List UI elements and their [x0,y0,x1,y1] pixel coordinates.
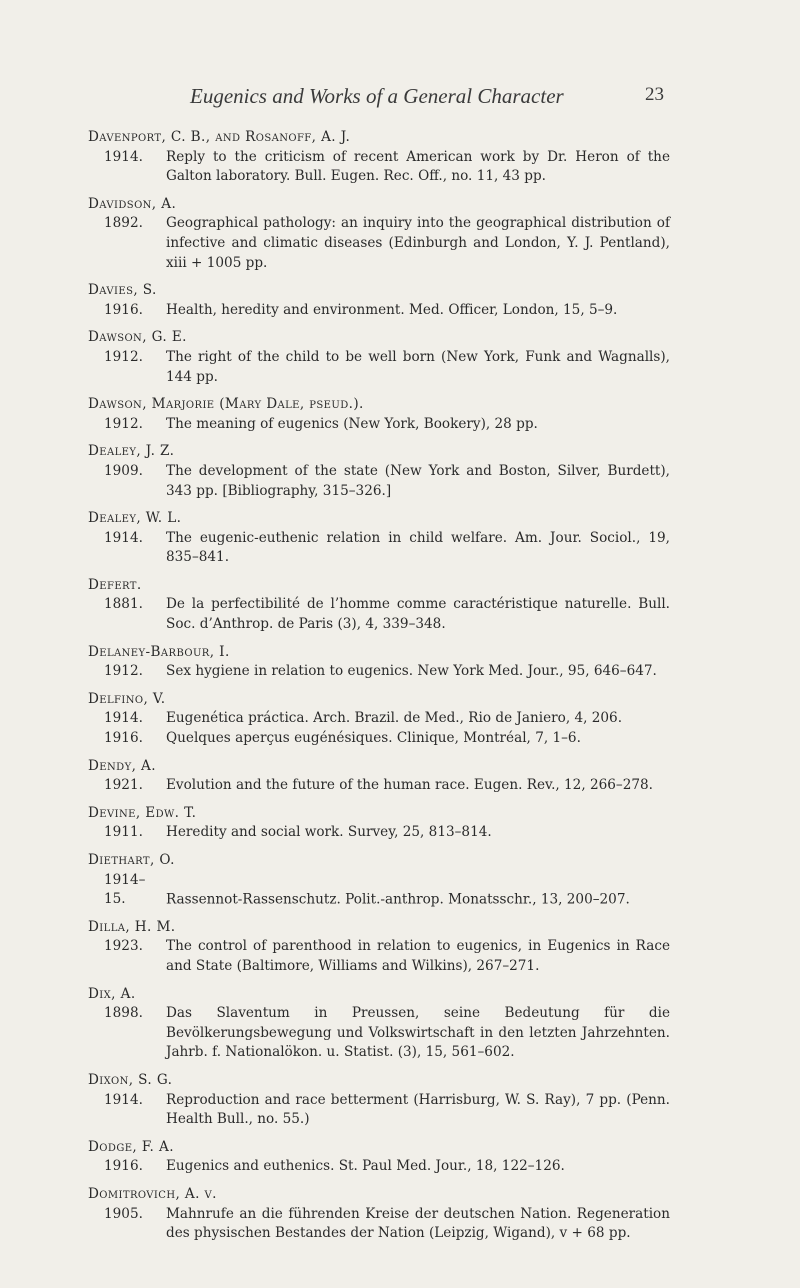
citation-text: Sex hygiene in relation to eugenics. New York Med. Jour., 95, 646–647. [166,663,657,680]
entry-author: Dealey, W. L. [88,510,182,527]
bibliography-entry [88,985,670,1063]
entry-author: Defert. [88,576,142,593]
entry-citation [104,776,670,796]
citation-text: Quelques aperçus eugénésiques. Clinique, Montréal, 7, 1–6. [166,730,581,747]
citation-text: Reply to the criticism of recent American work by Dr. Heron of the Galton laboratory. Bull. Eugen. Rec. Off., no. 11, 43 pp. [166,148,670,185]
bibliography-entry [88,690,670,749]
entry-author: Diethart, O. [88,852,175,868]
entry-citation [104,709,670,729]
entry-author: Davies, S. [88,282,157,299]
citation-text: Health, heredity and environment. Med. Officer, London, 15, 5–9. [166,301,618,318]
citation-year: 1921. [104,777,143,794]
citation-year: 1911. [104,824,143,841]
entry-citation [104,1004,670,1063]
citation-text: Mahnrufe an die führenden Kreise der deutschen Nation. Regeneration des physischen Bestandes der Nation (Leipzig, Wigand), v + 68 pp. [166,1205,670,1242]
entry-citation [104,214,670,273]
entry-citation [104,415,670,435]
citation-year: 1914–15. [104,871,146,908]
citation-year: 1881. [104,596,143,613]
citation-year: 1914. [104,529,143,546]
entry-citation [104,595,670,634]
bibliography-entry [88,1185,670,1244]
citation-year: 1892. [104,215,143,232]
entry-citation [104,871,670,910]
citation-text: The right of the child to be well born (New York, Funk and Wagnalls), 144 pp. [166,348,670,385]
citation-text: De la perfectibilité de l’homme comme caractéristique naturelle. Bull. Soc. d’Anthrop. de Paris (3), 4, 339–348. [166,596,670,633]
entry-citation [104,1157,670,1177]
bibliography-entry [88,281,670,320]
entry-author: Dixon, S. G. [88,1071,173,1088]
entry-citation [104,937,670,976]
citation-text: The eugenic-euthenic relation in child welfare. Am. Jour. Sociol., 19, 835–841. [166,529,670,566]
citation-year: 1909. [104,462,143,479]
citation-text: Eugenics and euthenics. St. Paul Med. Jour., 18, 122–126. [166,1158,565,1175]
entry-author: Delfino, V. [88,690,166,707]
citation-year: 1914. [104,1091,143,1108]
running-head: Eugenics and Works of a General Character [190,84,564,108]
bibliography-entry [88,195,670,273]
bibliography-entry [88,1138,670,1177]
citation-year: 1905. [104,1205,143,1222]
citation-text: Heredity and social work. Survey, 25, 813–814. [166,824,492,841]
entry-author: Dawson, Marjorie (Mary Dale, pseud.). [88,396,364,413]
entry-citation [104,729,670,749]
entry-citation [104,823,670,843]
entry-citation [104,529,670,568]
citation-year: 1912. [104,663,143,680]
citation-text: The development of the state (New York and Boston, Silver, Burdett), 343 pp. [Bibliography, 315–326.] [166,462,670,499]
citation-year: 1923. [104,938,143,955]
citation-text: Rassennot-Rassenschutz. Polit.-anthrop. Monatsschr., 13, 200–207. [166,891,630,908]
entry-author: Davenport, C. B., and Rosanoff, A. J. [88,129,351,145]
citation-year: 1914. [104,710,143,727]
citation-year: 1914. [104,148,143,165]
entry-citation [104,1205,670,1244]
entry-author: Dix, A. [88,985,136,1002]
bibliography-entry [88,1071,670,1130]
entry-citation [104,148,670,187]
entry-author: Devine, Edw. T. [88,804,197,821]
citation-text: The meaning of eugenics (New York, Bookery), 28 pp. [166,415,538,432]
bibliography-entry [88,128,670,187]
bibliography-entry [88,804,670,843]
bibliography-entry [88,643,670,682]
bibliography-entry [88,395,670,434]
citation-year: 1912. [104,415,143,432]
citation-year: 1916. [104,301,143,318]
citation-text: Das Slaventum in Preussen, seine Bedeutung für die Bevölkerungsbewegung und Volkswirtschaft in den letzten Jahrzehnten. Jahrb. f. Nationalökon. u. Statist. (3), 15, 561–602. [166,1005,670,1061]
entry-author: Delaney-Barbour, I. [88,643,230,660]
entry-citation [104,301,670,321]
bibliography-entry [88,918,670,977]
citation-year: 1916. [104,1158,143,1175]
entry-author: Davidson, A. [88,195,177,212]
entry-author: Dodge, F. A. [88,1138,174,1155]
entry-citation [104,1091,670,1130]
bibliography-entry [88,509,670,568]
citation-year: 1898. [104,1005,143,1022]
entry-author: Dawson, G. E. [88,329,187,346]
bibliography-entry [88,328,670,387]
bibliography-list [88,128,670,1252]
entry-citation [104,462,670,501]
page-number: 23 [645,84,664,105]
citation-year: 1912. [104,348,143,365]
entry-citation [104,662,670,682]
entry-author: Dilla, H. M. [88,918,176,935]
entry-author: Dealey, J. Z. [88,443,175,460]
bibliography-entry [88,757,670,796]
citation-year: 1916. [104,730,143,747]
bibliography-entry [88,851,670,910]
citation-text: The control of parenthood in relation to eugenics, in Eugenics in Race and State (Baltimore, Williams and Wilkins), 267–271. [166,938,670,974]
citation-text: Eugenética práctica. Arch. Brazil. de Med., Rio de Janiero, 4, 206. [166,710,623,727]
citation-text: Evolution and the future of the human race. Eugen. Rev., 12, 266–278. [166,777,653,794]
citation-text: Geographical pathology: an inquiry into the geographical distribution of infective and climatic diseases (Edinburgh and London, Y. J. Pentland), xiii + 1005 pp. [166,215,670,271]
bibliography-entry [88,576,670,635]
bibliography-entry [88,442,670,501]
entry-citation [104,348,670,387]
entry-author: Domitrovich, A. v. [88,1185,217,1202]
citation-text: Reproduction and race betterment (Harrisburg, W. S. Ray), 7 pp. (Penn. Health Bull., no. 55.) [166,1091,670,1128]
entry-author: Dendy, A. [88,757,156,774]
